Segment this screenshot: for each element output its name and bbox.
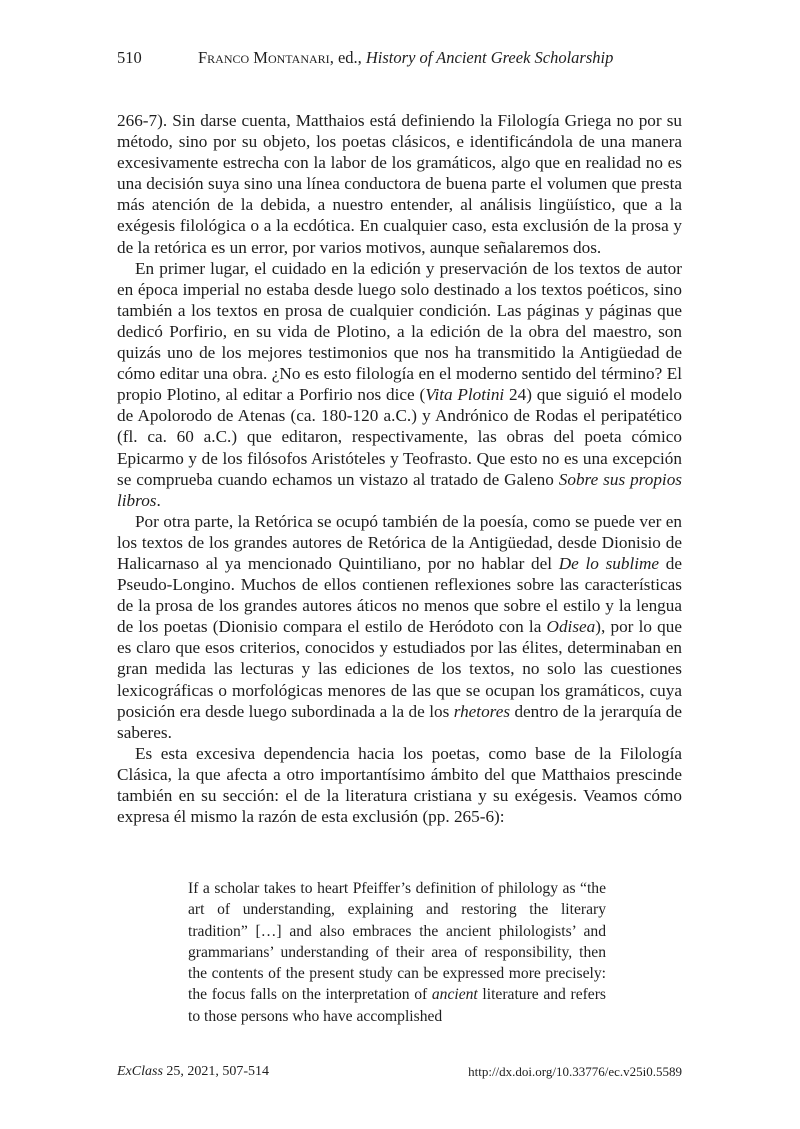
text-segment: de Pseudo-Longino. Muchos de ellos contienen reflexiones sobre las características de la prosa de los grandes autores áticos no menos que sobre el estilo y la lengua de los poetas (Dionisio compara el estilo de Heródoto con la	[117, 553, 682, 637]
citation-details: 25, 2021, 507-514	[162, 1064, 270, 1079]
text-segment: dentro de la jerarquía de saberes.	[117, 701, 682, 742]
text-segment: .	[156, 490, 161, 510]
italic-title-galeno: Sobre sus propios libros	[117, 469, 682, 510]
doi-link[interactable]: http://dx.doi.org/10.33776/ec.v25i0.5589	[468, 1064, 682, 1079]
book-title: History of Ancient Greek Scholarship	[365, 48, 614, 67]
paragraph-3	[117, 511, 682, 743]
text-segment: 266-7). Sin darse cuenta, Matthaios está definiendo la Filología Griega no por su método, sino por su objeto, los poetas clásicos, e identificándola de una manera excesivamente estrecha con la labor de los gramáticos, algo que en realidad no es una decisión suya sino una línea conductora de buena parte el volumen que presta más atención de la debida, a nuestro entender, al análisis lingüístico, que a la exégesis filológica o a la ecdótica. En cualquier caso, esta exclusión de la prosa y de la retórica es un error, por varios motivos, aunque señalaremos dos.	[117, 111, 682, 257]
editor-suffix: , ed.,	[329, 48, 366, 67]
running-head	[117, 47, 682, 69]
running-title	[198, 47, 613, 69]
italic-title-vita-plotini: Vita Plotini	[425, 385, 505, 405]
journal-name: ExClass	[117, 1064, 163, 1079]
paragraph-4	[117, 743, 682, 827]
paragraph-1	[117, 110, 682, 258]
italic-term-rhetores: rhetores	[453, 701, 511, 721]
body-text	[117, 110, 682, 827]
author-name: Franco Montanari	[198, 48, 330, 67]
text-segment: Es esta excesiva dependencia hacia los poetas, como base de la Filología Clásica, la que afecta a otro importantísimo ámbito del que Matthaios prescinde también en su sección: el de la literatura cristiana y su exégesis. Veamos cómo expresa él mismo la razón de esta exclusión (pp. 265-6):	[117, 743, 682, 827]
block-quotation	[188, 878, 606, 1027]
quote-segment: If a scholar takes to heart Pfeiffer’s definition of philology as “the art of understanding, explaining and restoring the literary tradition” […] and also embraces the ancient philologists’ and grammarians’ understanding of their area of responsibility, then the contents of the present study can be expressed more precisely: the focus falls on the interpretation of	[188, 880, 606, 1004]
italic-title-odisea: Odisea	[546, 617, 596, 637]
italic-term-ancient: ancient	[431, 986, 478, 1004]
text-segment: Por otra parte, la Retórica se ocupó también de la poesía, como se puede ver en los textos de los grandes autores de Retórica de la Antigüedad, desde Dionisio de Halicarnaso al ya mencionado Quintiliano, por no hablar del	[117, 511, 682, 573]
page-number: 510	[117, 48, 142, 67]
text-segment: En primer lugar, el cuidado en la edición y preservación de los textos de autor en época imperial no estaba desde luego solo destinado a los textos poéticos, sino también a los textos en prosa de cualquier condición. Las páginas y páginas que dedicó Porfirio, en su vida de Plotino, a la edición de la obra del maestro, son quizás uno de los mejores testimonios que nos ha transmitido la Antigüedad de cómo editar una obra. ¿No es esto filología en el moderno sentido del término? El propio Plotino, al editar a Porfirio nos dice (	[117, 258, 682, 405]
page-footer	[117, 1062, 682, 1082]
journal-citation	[117, 1062, 269, 1082]
quote-segment: literature and refers to those persons who have accomplished	[188, 986, 606, 1025]
text-segment: ), por lo que es claro que esos criterios, conocidos y estudiados por las élites, determinaban en gran medida las lecturas y las ediciones de los textos, no solo las cuestiones lexicográficas o morfológicas menores de las que se ocupan los gramáticos, cuya posición era desde luego subordinada a la de los	[117, 617, 682, 721]
italic-title-de-lo-sublime: De lo sublime	[558, 553, 660, 573]
text-segment: 24) que siguió el modelo de Apolorodo de Atenas (ca. 180-120 a.C.) y Andrónico de Rodas el peripatético (fl. ca. 60 a.C.) que editaron, respectivamente, las obras del poeta cómico Epicarmo y de los filósofos Aristóteles y Teofrasto. Que esto no es una excepción se comprueba cuando echamos un vistazo al tratado de Galeno	[117, 385, 682, 489]
paragraph-2	[117, 258, 682, 511]
